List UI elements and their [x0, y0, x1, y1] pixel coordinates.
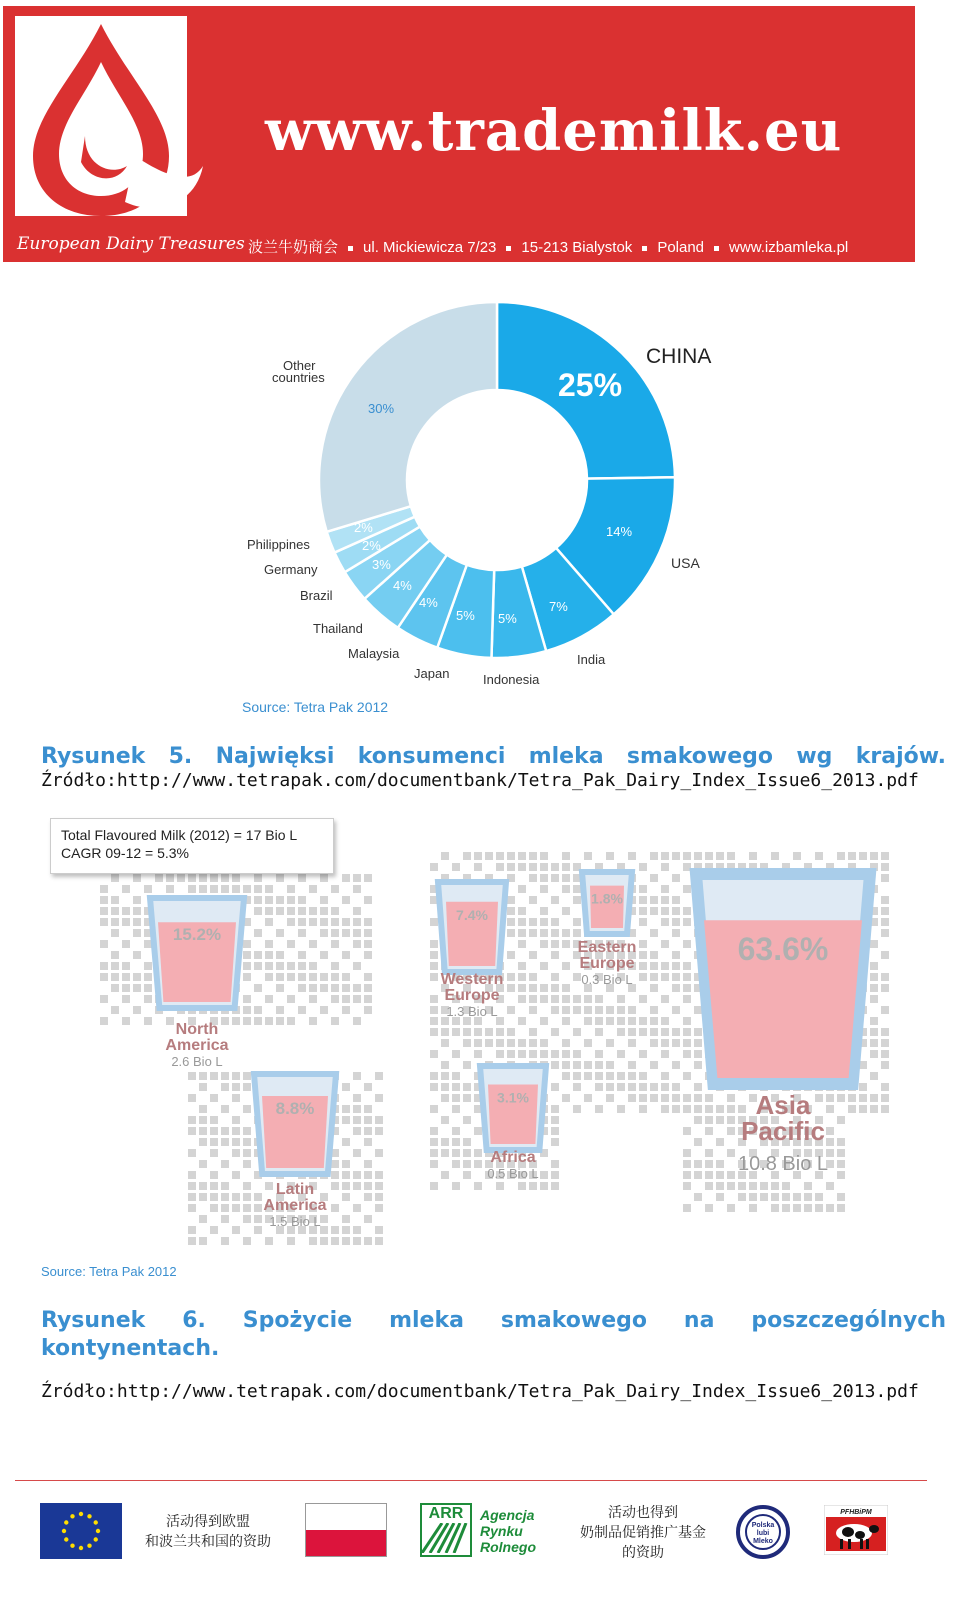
value-north-america: 15.2% — [172, 925, 222, 945]
donut-slice-other-countries — [319, 302, 497, 532]
figure6-source-url[interactable]: Źródło:http://www.tetrapak.com/documentbank/Tetra_Pak_Dairy_Index_Issue6_2013.pdf — [41, 1381, 919, 1402]
label-china: CHINA — [646, 345, 712, 368]
region-latin-america-line1: Latin — [275, 1181, 315, 1198]
value-thailand: 4% — [393, 578, 412, 593]
polska-lubi-mleko-logo — [736, 1505, 790, 1559]
circle-logo-word1: Polska — [751, 1522, 775, 1529]
circle-logo-word2: lubi — [756, 1530, 770, 1537]
region-eastern-europe-line2: Europe — [579, 955, 635, 972]
chamber-name: 波兰牛奶商会 — [248, 239, 339, 256]
label-philippines: Philippines — [247, 537, 310, 552]
arr-word1: Agencja — [480, 1507, 535, 1523]
value-other: 30% — [368, 401, 395, 416]
label-usa: USA — [671, 555, 700, 571]
total-line: Total Flavoured Milk (2012) = 17 Bio L — [61, 827, 298, 843]
volume-latin-america: 1.5 Bio L — [269, 1214, 321, 1229]
label-malaysia: Malaysia — [348, 646, 400, 661]
figure6-caption-line1: Rysunek 6. Spożycie mleka smakowego na poszczególnych — [41, 1308, 946, 1333]
eu-star — [94, 1537, 98, 1541]
label-thailand: Thailand — [313, 621, 363, 636]
region-western-europe-line1: Western — [440, 971, 504, 988]
volume-asia-pacific: 10.8 Bio L — [737, 1153, 829, 1175]
street: ul. Mickiewicza 7/23 — [363, 239, 497, 256]
value-germany: 2% — [362, 538, 381, 553]
circle-logo-word3: Mleko — [753, 1538, 773, 1545]
arr-word2: Rynku — [480, 1523, 523, 1539]
eu-funding-line1: 活动得到欧盟 — [166, 1513, 250, 1529]
milk-drop-logo — [15, 16, 205, 226]
eu-star — [87, 1544, 91, 1548]
value-latin-america: 8.8% — [275, 1099, 315, 1118]
postal-city: 15-213 Bialystok — [521, 239, 633, 256]
dairy-fund-line1: 活动也得到 — [608, 1504, 678, 1520]
volume-africa: 0.5 Bio L — [487, 1166, 539, 1181]
value-eastern-europe: 1.8% — [591, 890, 623, 907]
region-western-europe-line2: Europe — [444, 987, 500, 1004]
value-indonesia: 5% — [498, 611, 517, 626]
eu-star — [94, 1520, 98, 1524]
label-germany: Germany — [264, 562, 318, 577]
volume-eastern-europe: 0.3 Bio L — [581, 972, 633, 987]
eu-star — [96, 1529, 100, 1533]
value-usa: 14% — [606, 524, 633, 539]
region-asia-pacific-line1: Asia — [755, 1090, 811, 1120]
label-india: India — [577, 652, 606, 667]
figure5-caption: Rysunek 5. Najwięksi konsumenci mleka smakowego wg krajów. — [41, 744, 946, 769]
eu-star — [70, 1544, 74, 1548]
region-asia-pacific-line2: Pacific — [741, 1116, 825, 1146]
region-latin-america-line2: America — [263, 1197, 327, 1214]
eu-funding-line2: 和波兰共和国的资助 — [145, 1533, 271, 1549]
address-line — [248, 236, 848, 257]
total-info-box — [50, 818, 334, 874]
label-other-line1: Other — [283, 358, 316, 373]
pfhbipm-cow-logo — [824, 1505, 888, 1555]
website-link[interactable]: www.izbamleka.pl — [729, 239, 849, 256]
value-japan: 5% — [456, 608, 475, 623]
cagr-line: CAGR 09-12 = 5.3% — [61, 845, 190, 861]
value-india: 7% — [549, 599, 568, 614]
dairy-fund-line2: 奶制品促销推广基金 — [580, 1524, 706, 1540]
value-philippines: 2% — [354, 520, 373, 535]
chart-source: Source: Tetra Pak 2012 — [242, 699, 389, 715]
arr-logo — [420, 1503, 555, 1559]
eu-star — [79, 1512, 83, 1516]
volume-western-europe: 1.3 Bio L — [446, 1004, 498, 1019]
field-stripes-icon — [422, 1523, 470, 1553]
label-other-line2: countries — [272, 370, 325, 385]
value-africa: 3.1% — [497, 1089, 529, 1106]
label-brazil: Brazil — [300, 588, 333, 603]
figure5-source-url[interactable]: Źródło:http://www.tetrapak.com/documentbank/Tetra_Pak_Dairy_Index_Issue6_2013.pdf — [41, 770, 919, 791]
eu-funding-text — [145, 1511, 271, 1551]
pfhb-text: PFHBiPM — [840, 1509, 872, 1516]
value-malaysia: 4% — [419, 595, 438, 610]
eu-stars-icon — [40, 1503, 122, 1559]
region-eastern-europe-line1: Eastern — [577, 939, 637, 956]
arr-abbr: ARR — [428, 1505, 464, 1522]
value-western-europe: 7.4% — [456, 906, 488, 923]
label-japan: Japan — [414, 666, 450, 681]
eu-star — [70, 1514, 74, 1518]
poland-flag — [305, 1503, 387, 1557]
arr-word3: Rolnego — [480, 1539, 536, 1555]
figure6-chart-source: Source: Tetra Pak 2012 — [41, 1264, 177, 1279]
tagline: European Dairy Treasures — [17, 234, 245, 254]
eu-star — [64, 1520, 68, 1524]
eu-star — [62, 1529, 66, 1533]
eu-star — [64, 1537, 68, 1541]
region-north-america-line2: America — [165, 1037, 229, 1054]
value-asia-pacific: 63.6% — [737, 931, 829, 968]
site-url[interactable]: www.trademilk.eu — [265, 98, 843, 164]
donut-chart — [230, 300, 750, 740]
footer-divider — [15, 1480, 927, 1481]
eu-star — [79, 1546, 83, 1550]
region-africa-line1: Africa — [490, 1149, 536, 1166]
figure6-caption-line2: kontynentach. — [41, 1336, 220, 1361]
label-indonesia: Indonesia — [483, 672, 540, 687]
eu-flag — [40, 1503, 122, 1559]
dairy-fund-text — [580, 1502, 706, 1562]
value-china: 25% — [558, 367, 623, 403]
eu-star — [87, 1514, 91, 1518]
value-brazil: 3% — [372, 557, 391, 572]
country: Poland — [657, 239, 705, 256]
region-north-america-line1: North — [175, 1021, 219, 1038]
header-banner — [3, 6, 915, 262]
volume-north-america: 2.6 Bio L — [171, 1054, 223, 1069]
dairy-fund-line3: 的资助 — [622, 1544, 664, 1560]
world-consumption-map — [40, 812, 920, 1292]
